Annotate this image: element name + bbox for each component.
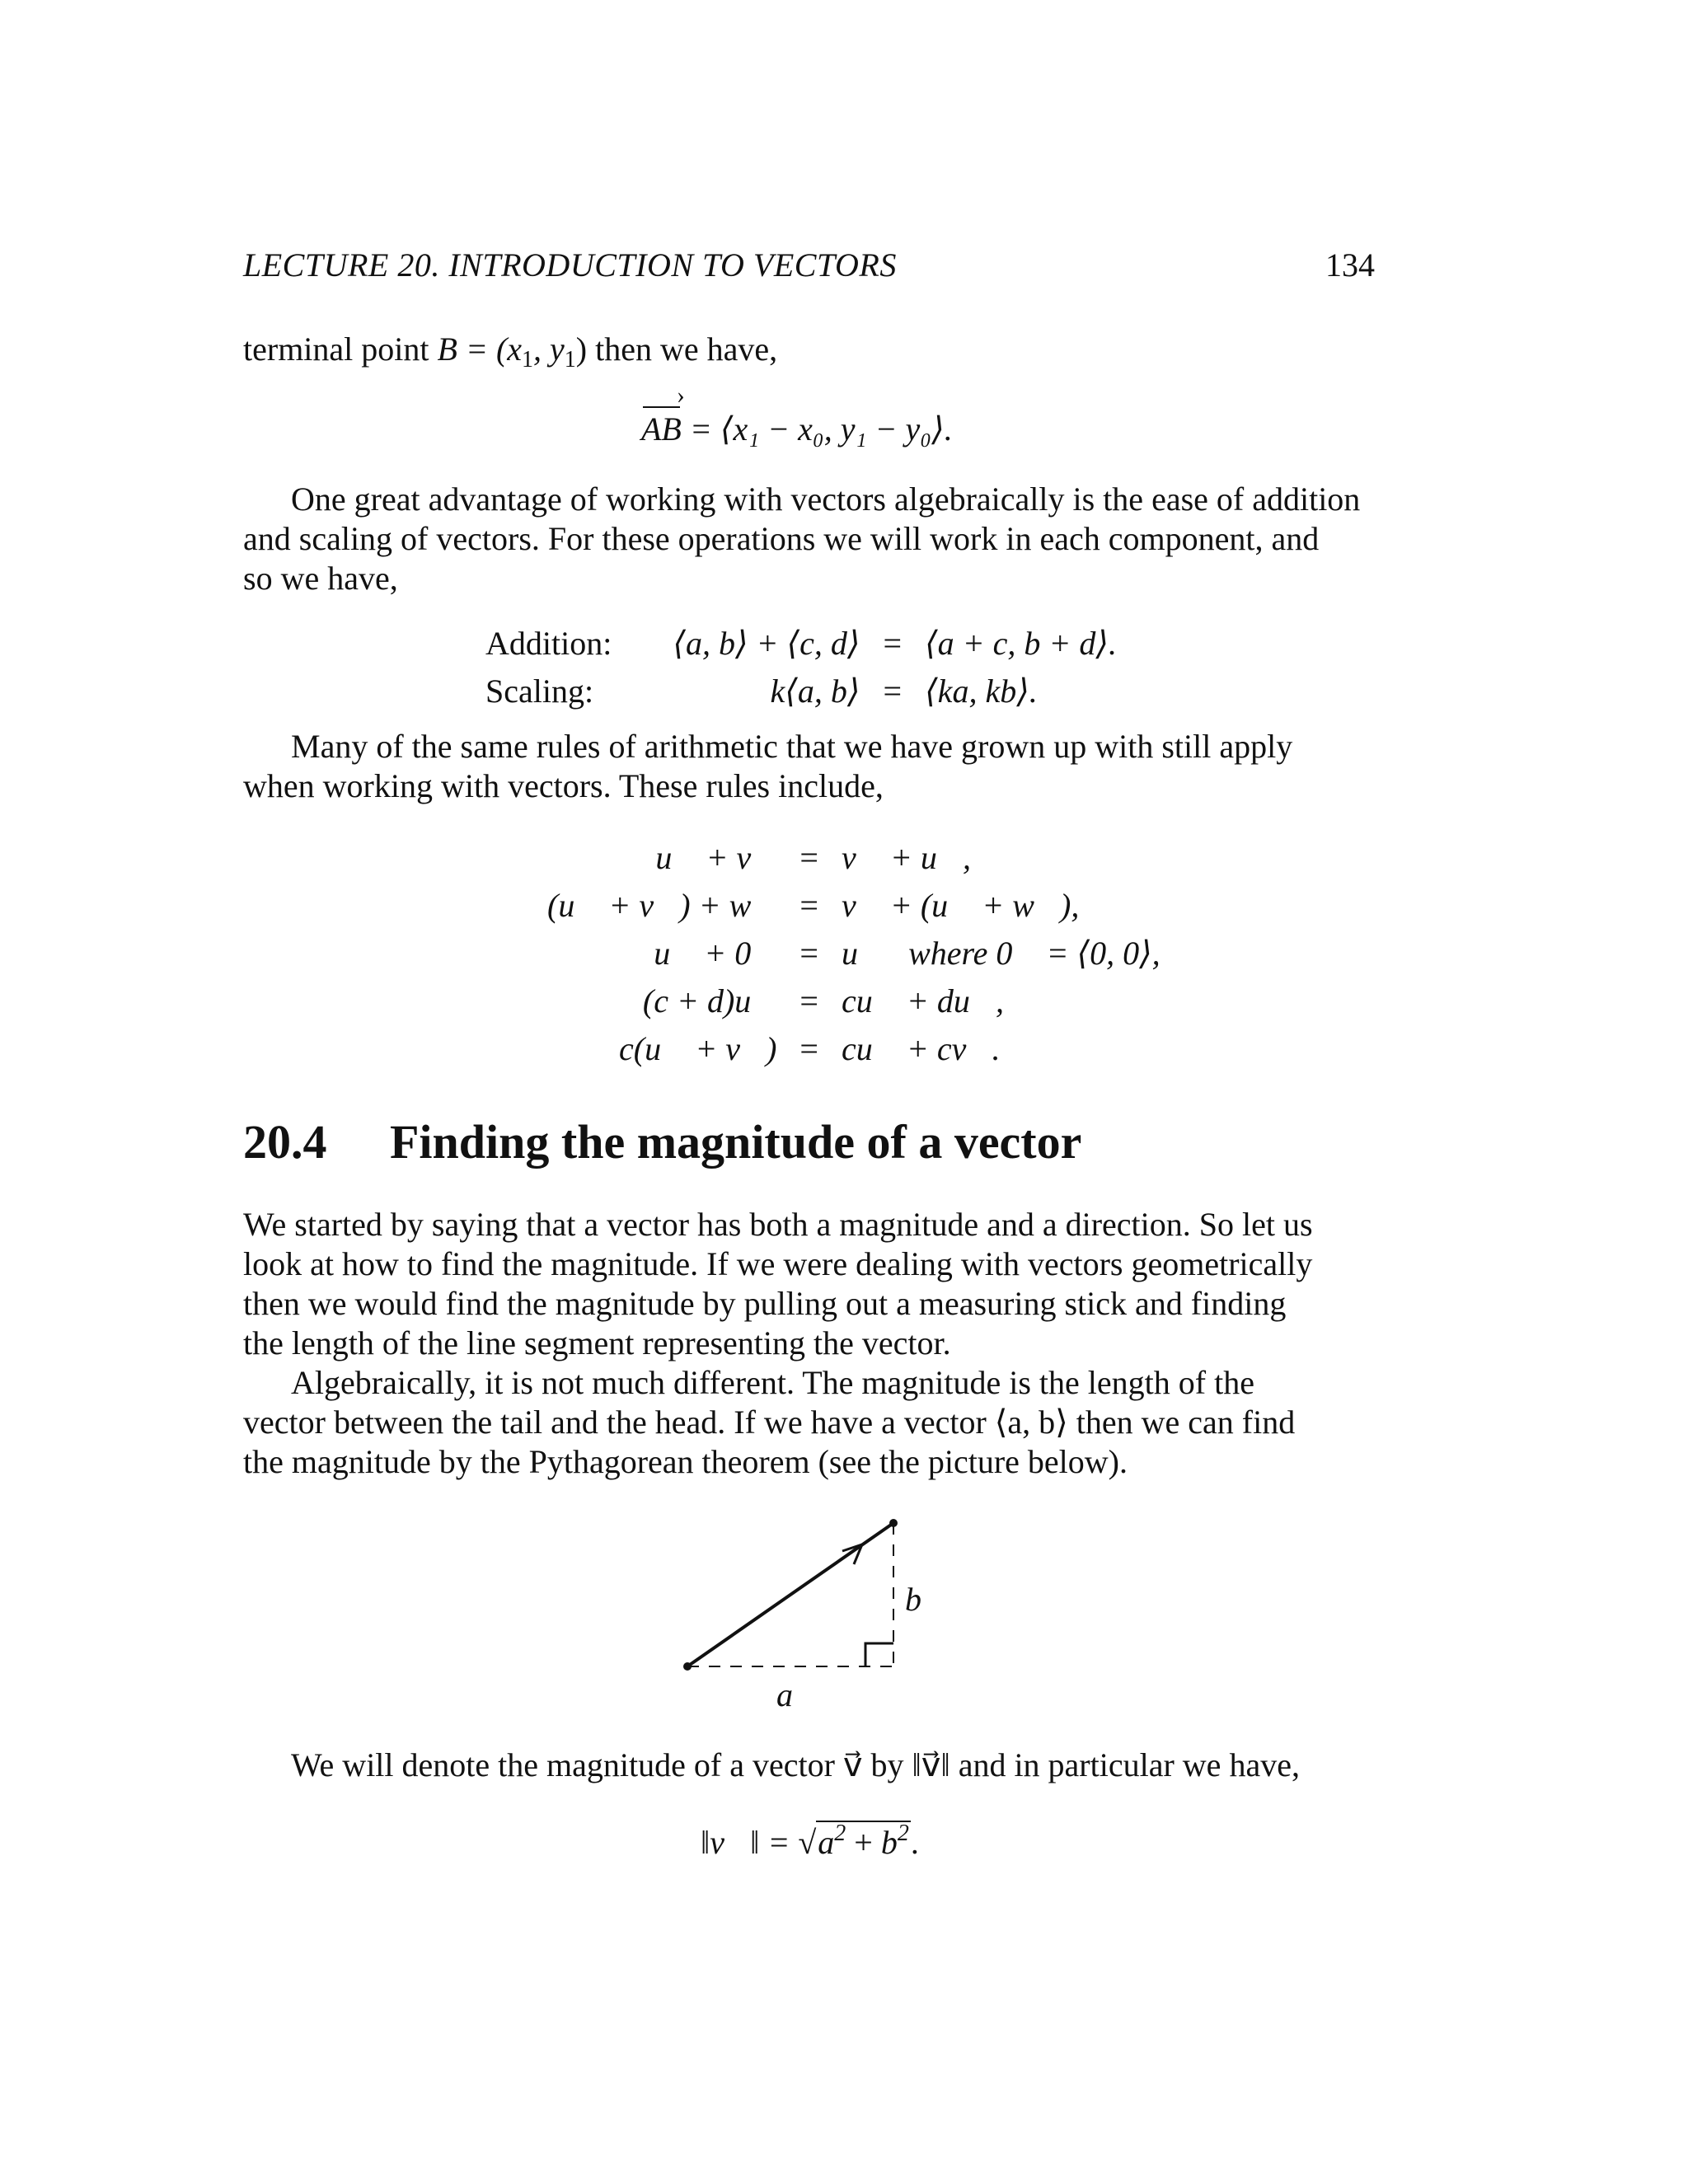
paragraph-rules	[243, 727, 1381, 806]
rule-row	[536, 834, 1172, 882]
paragraph-line: One great advantage of working with vectors algebraically is the ease of addition	[291, 480, 1361, 518]
operation-lhs: ⟨a, b⟩ + ⟨c, d⟩	[673, 625, 860, 662]
operation-row	[474, 620, 1128, 668]
paragraph-line: Algebraically, it is not much different. The magnitude is the length of the	[291, 1364, 1254, 1401]
vector-triangle-figure	[659, 1500, 956, 1731]
paragraph-line: the length of the line segment representing the vector.	[243, 1324, 951, 1361]
section-title: Finding the magnitude of a vector	[390, 1115, 1082, 1169]
intro-sub-2: 1	[564, 347, 576, 373]
section-heading	[243, 1114, 1081, 1169]
rule-lhs: (c + d)u⃗	[642, 982, 777, 1019]
operation-eq: =	[883, 673, 903, 710]
rule-rhs: u⃗ where 0⃗ = ⟨0, 0⟩,	[841, 935, 1160, 972]
right-angle-mark	[865, 1643, 893, 1666]
radicand-a: a	[818, 1824, 835, 1861]
paragraph-line: then we would find the magnitude by pulling out a measuring stick and finding	[243, 1285, 1287, 1322]
operation-rhs: ⟨ka, kb⟩.	[925, 673, 1038, 710]
paragraph-line: Many of the same rules of arithmetic that we have grown up with still apply	[291, 728, 1293, 765]
equation-ab-rhs: = ⟨x₁ − x₀, y₁ − y₀⟩.	[681, 410, 953, 448]
rule-row	[536, 882, 1172, 930]
rule-row	[536, 977, 1172, 1025]
rules-table	[536, 834, 1172, 1073]
exponent-a: 2	[834, 1821, 846, 1846]
running-head: LECTURE 20. INTRODUCTION TO VECTORS	[243, 246, 897, 284]
equation-norm	[701, 1823, 919, 1862]
rule-row	[536, 1025, 1172, 1073]
operation-label: Scaling:	[485, 673, 594, 710]
operation-rhs: ⟨a + c, b + d⟩.	[925, 625, 1118, 662]
rule-eq: =	[799, 982, 818, 1019]
rule-eq: =	[799, 1030, 818, 1067]
intro-sub-1: 1	[522, 347, 534, 373]
rule-rhs: cu⃗ + cv⃗.	[841, 1030, 1001, 1067]
equation-ab	[641, 410, 953, 448]
section-number: 20.4	[243, 1115, 327, 1169]
radicand-plus: +	[846, 1824, 881, 1861]
operation-lhs: k⟨a, b⟩	[770, 673, 860, 710]
radicand-b: b	[880, 1824, 898, 1861]
paragraph-line: and scaling of vectors. For these operations we will work in each component, and	[243, 520, 1320, 557]
operation-label: Addition:	[485, 625, 612, 662]
norm-lhs: ‖v⃗‖ =	[701, 1824, 799, 1861]
intro-text-end: then we have,	[587, 330, 778, 368]
paragraph-operations	[243, 480, 1381, 598]
rule-lhs: u⃗ + v⃗	[655, 839, 777, 876]
exponent-b: 2	[897, 1821, 909, 1846]
paragraph-line: vector between the tail and the head. If we have a vector ⟨a, b⟩ then we can find	[243, 1404, 1296, 1441]
rule-rhs: v⃗ + (u⃗ + w⃗),	[841, 887, 1080, 924]
intro-math-mid: , y	[533, 330, 565, 368]
paragraph-line: when working with vectors. These rules include,	[243, 767, 884, 804]
rule-rhs: v⃗ + u⃗,	[841, 839, 971, 876]
intro-math: B = (x	[437, 330, 523, 368]
rule-lhs: c(u⃗ + v⃗)	[619, 1030, 777, 1067]
intro-text: terminal point	[243, 330, 438, 368]
paragraph-line: so we have,	[243, 560, 398, 597]
paragraph-line: the magnitude by the Pythagorean theorem (see the picture below).	[243, 1443, 1128, 1480]
paragraph-line: We will denote the magnitude of a vector v⃗ by ‖v⃗‖ and in particular we have,	[291, 1746, 1300, 1783]
rule-eq: =	[799, 887, 818, 924]
operation-row	[474, 668, 1128, 715]
paragraph-line: We started by saying that a vector has both a magnitude and a direction. So let us	[243, 1206, 1313, 1243]
rule-eq: =	[799, 839, 818, 876]
rule-lhs: u⃗ + 0⃗	[654, 935, 777, 972]
operations-table	[474, 620, 1128, 715]
operation-eq: =	[883, 625, 903, 662]
intro-math-close: )	[575, 330, 588, 368]
paragraph-denote	[243, 1746, 1381, 1785]
page-number: 134	[1325, 246, 1375, 284]
sqrt-symbol: √	[798, 1824, 817, 1861]
norm-end: .	[910, 1824, 919, 1861]
rule-rhs: cu⃗ + du⃗,	[841, 982, 1004, 1019]
rule-row	[536, 930, 1172, 977]
intro-line	[243, 330, 1381, 373]
label-a: a	[776, 1676, 793, 1713]
vector-ab: AB ›	[641, 410, 682, 448]
paragraph-magnitude-geometric	[243, 1205, 1381, 1482]
rule-eq: =	[799, 935, 818, 972]
paragraph-line: look at how to find the magnitude. If we were dealing with vectors geometrically	[243, 1245, 1313, 1282]
label-b: b	[905, 1581, 921, 1618]
rule-lhs: (u⃗ + v⃗) + w⃗	[547, 887, 777, 924]
sqrt-radicand	[816, 1821, 911, 1861]
